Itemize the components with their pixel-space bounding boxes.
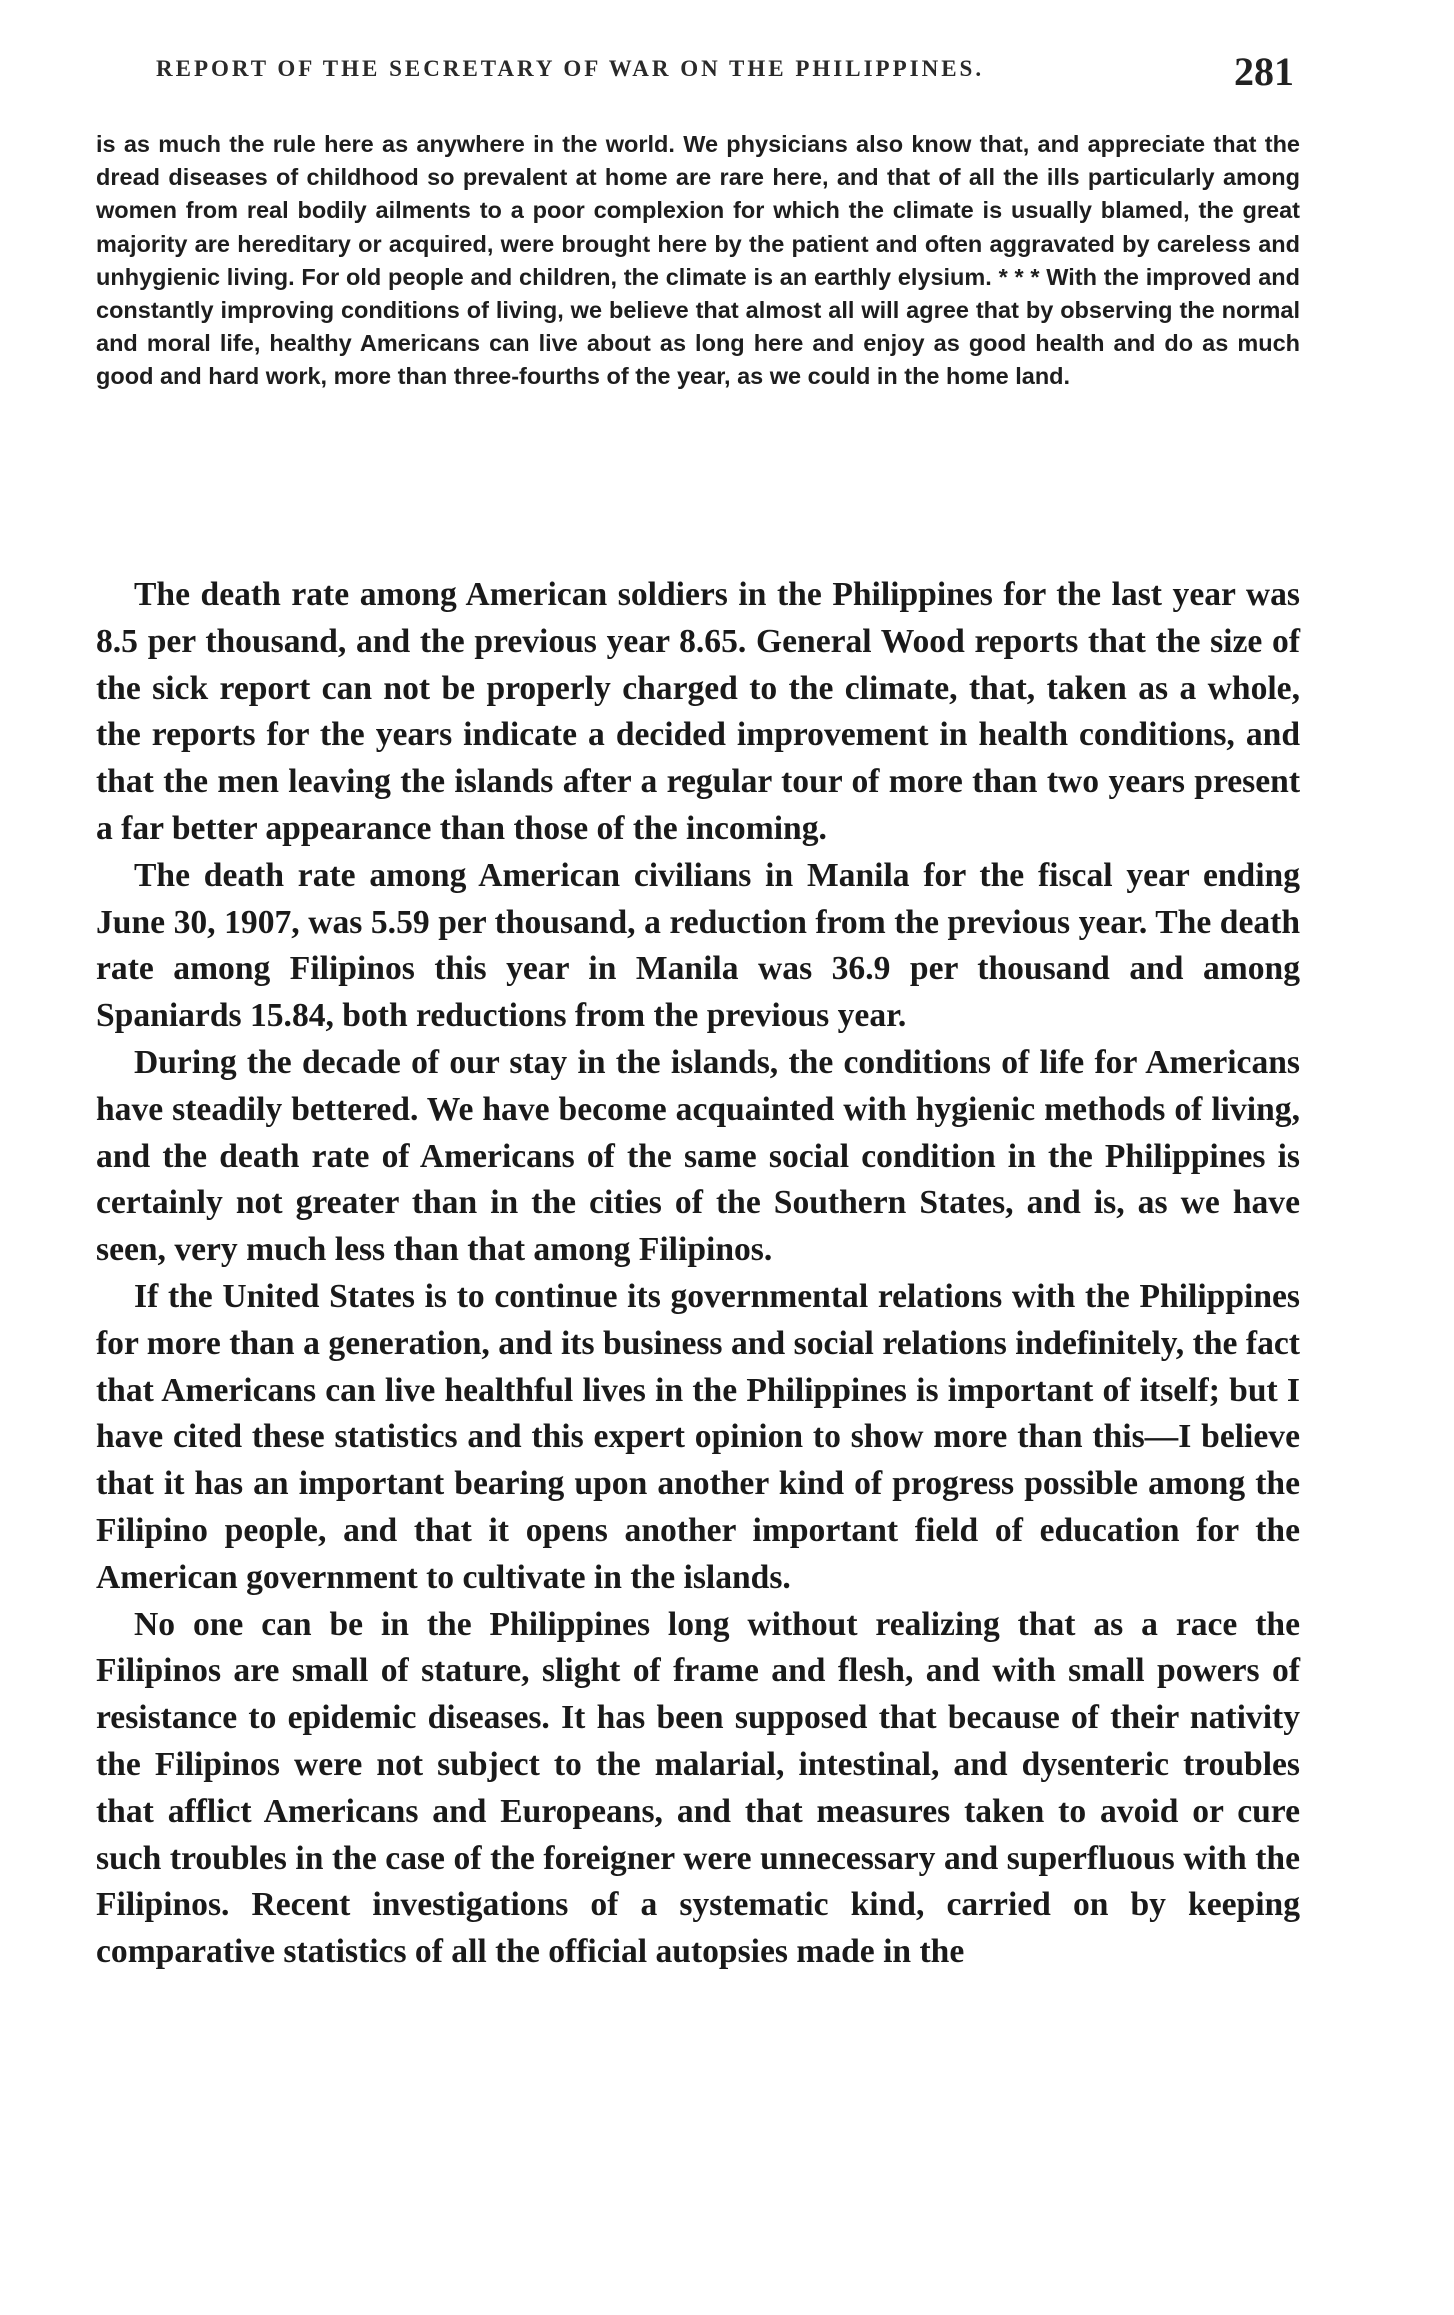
page-number: 281	[1234, 49, 1294, 94]
paragraph-governmental-relations: If the United States is to continue its governmental relations with the Philippines for more than a generation, and its business and social relations indefinitely, the fact that Americans can live healthful lives in the Philippines is important of itself; but I have cited these statistics and this expert opinion to show more than this—I believe that it has an important bearing upon another kind of progress possible among the Filipino people, and that it opens another important field of education for the American government to cultivate in the islands.	[96, 1277, 1300, 1596]
paragraph-decade-conditions: During the decade of our stay in the islands, the conditions of life for Americans have steadily bettered. We have become acquainted with hygienic methods of living, and the death rate of Americans of the same social condition in the Philippines is certainly not greater than in the cities of the Southern States, and is, as we have seen, very much less than that among Filipinos.	[96, 1043, 1300, 1269]
paragraph-death-rate-civilians: The death rate among American civilians in Manila for the fiscal year ending June 30, 1907, was 5.59 per thousand, a reduction from the previous year. The death rate among Filipinos this year in Manila was 36.9 per thousand and among Spaniards 15.84, both reductions from the previous year.	[96, 856, 1300, 1035]
quoted-extract	[96, 128, 1300, 394]
running-head: REPORT OF THE SECRETARY OF WAR ON THE PHILIPPINES.	[156, 56, 985, 81]
page-header	[148, 50, 1294, 100]
paragraph-filipino-stature: No one can be in the Philippines long without realizing that as a race the Filipinos are small of stature, slight of frame and flesh, and with small powers of resistance to epidemic diseases. It has been supposed that because of their nativity the Filipinos were not subject to the malarial, intestinal, and dysenteric troubles that afflict Americans and Europeans, and that measures taken to avoid or cure such troubles in the case of the foreigner were unnecessary and superfluous with the Filipinos. Recent investigations of a systematic kind, carried on by keeping comparative statistics of all the official autopsies made in the	[96, 1605, 1300, 1971]
paragraph-death-rate-soldiers: The death rate among American soldiers in the Philippines for the last year was 8.5 per thousand, and the previous year 8.65. General Wood reports that the size of the sick report can not be properly charged to the climate, that, taken as a whole, the reports for the years indicate a decided improvement in health conditions, and that the men leaving the islands after a regular tour of more than two years present a far better appearance than those of the incoming.	[96, 576, 1300, 847]
body-text	[96, 572, 1300, 1976]
extract-paragraph: is as much the rule here as anywhere in the world. We physicians also know that, and appreciate that the dread diseases of childhood so prevalent at home are rare here, and that of all the ills particularly among women from real bodily ailments to a poor complexion for which the climate is usually blamed, the great majority are hereditary or acquired, were brought here by the patient and often aggravated by careless and unhygienic living. For old people and children, the climate is an earthly elysium. * * * With the improved and constantly improving conditions of living, we believe that almost all will agree that by observing the normal and moral life, healthy Americans can live about as long here and enjoy as good health and do as much good and hard work, more than three-fourths of the year, as we could in the home land.	[96, 131, 1300, 390]
